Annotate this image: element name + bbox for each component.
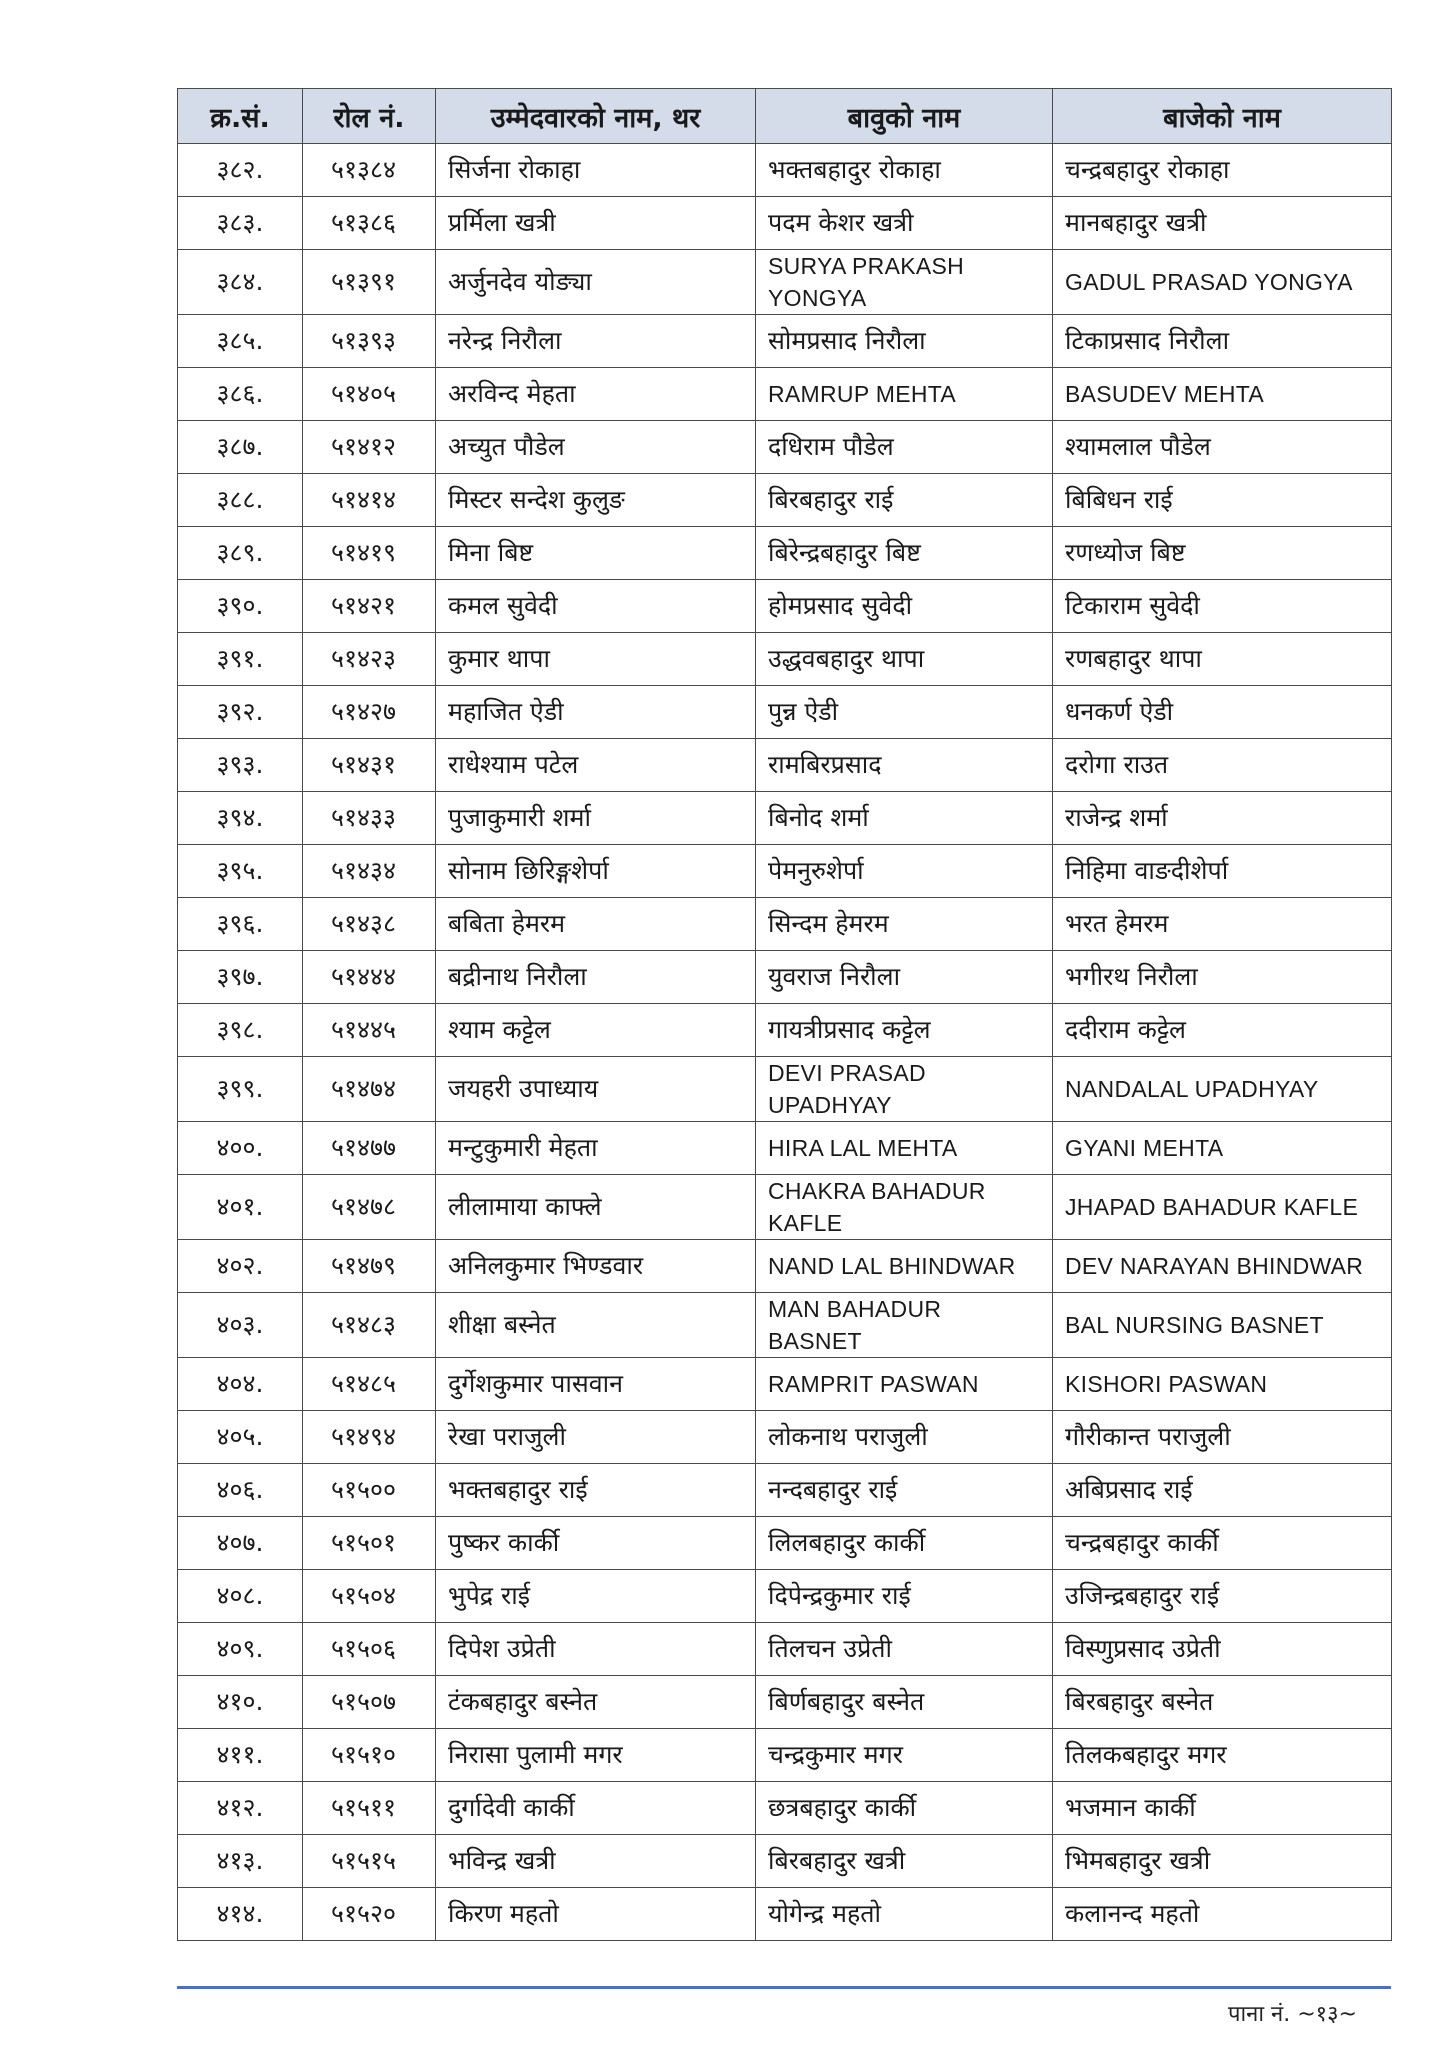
table-row [178,1570,1392,1623]
father-name-cell: लिलबहादुर कार्की [756,1517,1053,1570]
grandfather-name-cell: कलानन्द महतो [1053,1888,1392,1941]
father-name-cell: योगेन्द्र महतो [756,1888,1053,1941]
father-name-cell: बिरेन्द्रबहादुर बिष्ट [756,527,1053,580]
roll-cell: ५१५१५ [303,1835,436,1888]
grandfather-name-cell: रणध्योज बिष्ट [1053,527,1392,580]
table-row [178,197,1392,250]
grandfather-name-cell: भरत हेमरम [1053,898,1392,951]
grandfather-name-cell: KISHORI PASWAN [1053,1358,1392,1411]
serial-cell: ३९५. [178,845,303,898]
footer-divider [177,1986,1391,1989]
serial-cell: ३९१. [178,633,303,686]
candidate-name-cell: कमल सुवेदी [436,580,756,633]
grandfather-name-cell: बिबिधन राई [1053,474,1392,527]
candidate-name-cell: पुजाकुमारी शर्मा [436,792,756,845]
table-row [178,739,1392,792]
serial-cell: ४०२. [178,1240,303,1293]
roll-cell: ५१४३८ [303,898,436,951]
candidate-name-cell: लीलामाया काफ्ले [436,1175,756,1240]
candidate-name-cell: सोनाम छिरिङ्गशेर्पा [436,845,756,898]
serial-cell: ३९७. [178,951,303,1004]
grandfather-name-cell: तिलकबहादुर मगर [1053,1729,1392,1782]
col-header-grandfather: बाजेको नाम [1053,89,1392,144]
roll-cell: ५१५०० [303,1464,436,1517]
father-name-cell: युवराज निरौला [756,951,1053,1004]
father-name-cell: दधिराम पौडेल [756,421,1053,474]
father-name-cell: तिलचन उप्रेती [756,1623,1053,1676]
grandfather-name-cell: भजमान कार्की [1053,1782,1392,1835]
candidate-name-cell: अरविन्द मेहता [436,368,756,421]
table-body [178,144,1392,1941]
table-row [178,1175,1392,1240]
table-row [178,1358,1392,1411]
father-name-cell: बिरबहादुर खत्री [756,1835,1053,1888]
roll-cell: ५१४७९ [303,1240,436,1293]
grandfather-name-cell: गौरीकान्त पराजुली [1053,1411,1392,1464]
candidate-name-cell: अच्युत पौडेल [436,421,756,474]
serial-cell: ३९०. [178,580,303,633]
roll-cell: ५१४३३ [303,792,436,845]
roll-cell: ५१३८४ [303,144,436,197]
roll-cell: ५१५०७ [303,1676,436,1729]
candidate-name-cell: बबिता हेमरम [436,898,756,951]
table-row [178,633,1392,686]
candidate-name-cell: मिना बिष्ट [436,527,756,580]
roll-cell: ५१४३१ [303,739,436,792]
candidate-name-cell: नरेन्द्र निरौला [436,315,756,368]
serial-cell: ४०१. [178,1175,303,1240]
grandfather-name-cell: विस्णुप्रसाद उप्रेती [1053,1623,1392,1676]
father-name-cell: HIRA LAL MEHTA [756,1122,1053,1175]
grandfather-name-cell: धनकर्ण ऐडी [1053,686,1392,739]
roll-cell: ५१४२१ [303,580,436,633]
candidate-name-cell: मिस्टर सन्देश कुलुङ [436,474,756,527]
serial-cell: ३८३. [178,197,303,250]
father-name-cell: RAMPRIT PASWAN [756,1358,1053,1411]
table-row [178,1004,1392,1057]
serial-cell: ३८७. [178,421,303,474]
candidate-name-cell: दिपेश उप्रेती [436,1623,756,1676]
roll-cell: ५१३९३ [303,315,436,368]
roll-cell: ५१५१० [303,1729,436,1782]
father-name-cell: पदम केशर खत्री [756,197,1053,250]
father-name-cell: RAMRUP MEHTA [756,368,1053,421]
grandfather-name-cell: JHAPAD BAHADUR KAFLE [1053,1175,1392,1240]
serial-cell: ३८५. [178,315,303,368]
table-row [178,1517,1392,1570]
serial-cell: ३८४. [178,250,303,315]
serial-cell: ३९३. [178,739,303,792]
table-row [178,1122,1392,1175]
serial-cell: ३८८. [178,474,303,527]
serial-cell: ३८२. [178,144,303,197]
candidate-name-cell: भक्तबहादुर राई [436,1464,756,1517]
roll-cell: ५१४०५ [303,368,436,421]
table-row [178,250,1392,315]
candidate-name-cell: पुष्कर कार्की [436,1517,756,1570]
candidate-name-cell: दुर्गादेवी कार्की [436,1782,756,1835]
roll-cell: ५१४७७ [303,1122,436,1175]
table-row [178,1411,1392,1464]
candidate-name-cell: सिर्जना रोकाहा [436,144,756,197]
father-name-cell: बिर्णबहादुर बस्नेत [756,1676,1053,1729]
grandfather-name-cell: उजिन्द्रबहादुर राई [1053,1570,1392,1623]
serial-cell: ३८९. [178,527,303,580]
table-row [178,1676,1392,1729]
grandfather-name-cell: चन्द्रबहादुर कार्की [1053,1517,1392,1570]
roll-cell: ५१४१४ [303,474,436,527]
table-row [178,1240,1392,1293]
grandfather-name-cell: DEV NARAYAN BHINDWAR [1053,1240,1392,1293]
table-row [178,1888,1392,1941]
serial-cell: ३९२. [178,686,303,739]
roll-cell: ५१४७८ [303,1175,436,1240]
father-name-cell: नन्दबहादुर राई [756,1464,1053,1517]
candidate-name-cell: राधेश्याम पटेल [436,739,756,792]
roll-cell: ५१४३४ [303,845,436,898]
grandfather-name-cell: भिमबहादुर खत्री [1053,1835,1392,1888]
col-header-serial: क्र.सं. [178,89,303,144]
serial-cell: ३९४. [178,792,303,845]
candidate-name-cell: कुमार थापा [436,633,756,686]
roll-cell: ५१४९४ [303,1411,436,1464]
roll-cell: ५१४१२ [303,421,436,474]
serial-cell: ४०७. [178,1517,303,1570]
grandfather-name-cell: दरोगा राउत [1053,739,1392,792]
table-row [178,686,1392,739]
col-header-roll: रोल नं. [303,89,436,144]
serial-cell: ३९८. [178,1004,303,1057]
candidate-name-cell: दुर्गेशकुमार पासवान [436,1358,756,1411]
candidate-name-cell: भविन्द्र खत्री [436,1835,756,1888]
table-row [178,1293,1392,1358]
roll-cell: ५१५२० [303,1888,436,1941]
roll-cell: ५१४१९ [303,527,436,580]
table-row [178,580,1392,633]
father-name-cell: सोमप्रसाद निरौला [756,315,1053,368]
father-name-cell: रामबिरप्रसाद [756,739,1053,792]
candidate-name-cell: रेखा पराजुली [436,1411,756,1464]
table-row [178,898,1392,951]
table-row [178,144,1392,197]
serial-cell: ४११. [178,1729,303,1782]
table-row [178,527,1392,580]
serial-cell: ४०५. [178,1411,303,1464]
serial-cell: ४०३. [178,1293,303,1358]
father-name-cell: बिरबहादुर राई [756,474,1053,527]
grandfather-name-cell: BAL NURSING BASNET [1053,1293,1392,1358]
grandfather-name-cell: BASUDEV MEHTA [1053,368,1392,421]
grandfather-name-cell: बिरबहादुर बस्नेत [1053,1676,1392,1729]
father-name-cell: चन्द्रकुमार मगर [756,1729,1053,1782]
father-name-cell: DEVI PRASAD UPADHYAY [756,1057,1053,1122]
table-row [178,368,1392,421]
table-header-row [178,89,1392,144]
serial-cell: ४०४. [178,1358,303,1411]
grandfather-name-cell: ददीराम कट्टेल [1053,1004,1392,1057]
serial-cell: ३९९. [178,1057,303,1122]
table-row [178,1835,1392,1888]
father-name-cell: NAND LAL BHINDWAR [756,1240,1053,1293]
grandfather-name-cell: मानबहादुर खत्री [1053,197,1392,250]
table-row [178,792,1392,845]
grandfather-name-cell: GYANI MEHTA [1053,1122,1392,1175]
roll-cell: ५१४८५ [303,1358,436,1411]
father-name-cell: छत्रबहादुर कार्की [756,1782,1053,1835]
grandfather-name-cell: चन्द्रबहादुर रोकाहा [1053,144,1392,197]
grandfather-name-cell: टिकाराम सुवेदी [1053,580,1392,633]
father-name-cell: MAN BAHADUR BASNET [756,1293,1053,1358]
table-row [178,474,1392,527]
father-name-cell: लोकनाथ पराजुली [756,1411,1053,1464]
roll-cell: ५१४२३ [303,633,436,686]
candidate-name-cell: निरासा पुलामी मगर [436,1729,756,1782]
father-name-cell: CHAKRA BAHADUR KAFLE [756,1175,1053,1240]
father-name-cell: पुन्न ऐडी [756,686,1053,739]
roll-cell: ५१४२७ [303,686,436,739]
table-row [178,845,1392,898]
father-name-cell: पेमनुरुशेर्पा [756,845,1053,898]
table-row [178,1729,1392,1782]
candidate-name-cell: बद्रीनाथ निरौला [436,951,756,1004]
table-row [178,421,1392,474]
roll-cell: ५१५०६ [303,1623,436,1676]
serial-cell: ४१३. [178,1835,303,1888]
grandfather-name-cell: रणबहादुर थापा [1053,633,1392,686]
col-header-candidate: उम्मेदवारको नाम, थर [436,89,756,144]
roll-cell: ५१५०१ [303,1517,436,1570]
serial-cell: ४१४. [178,1888,303,1941]
serial-cell: ३८६. [178,368,303,421]
table-row [178,1623,1392,1676]
grandfather-name-cell: अबिप्रसाद राई [1053,1464,1392,1517]
father-name-cell: उद्धवबहादुर थापा [756,633,1053,686]
candidate-name-cell: श्याम कट्टेल [436,1004,756,1057]
serial-cell: ४०८. [178,1570,303,1623]
candidate-name-cell: किरण महतो [436,1888,756,1941]
candidate-name-cell: जयहरी उपाध्याय [436,1057,756,1122]
table-row [178,315,1392,368]
candidate-name-cell: अनिलकुमार भिण्डवार [436,1240,756,1293]
father-name-cell: होमप्रसाद सुवेदी [756,580,1053,633]
father-name-cell: गायत्रीप्रसाद कट्टेल [756,1004,1053,1057]
roll-cell: ५१४४४ [303,951,436,1004]
serial-cell: ४१०. [178,1676,303,1729]
serial-cell: ४१२. [178,1782,303,1835]
serial-cell: ४००. [178,1122,303,1175]
table-row [178,951,1392,1004]
grandfather-name-cell: टिकाप्रसाद निरौला [1053,315,1392,368]
grandfather-name-cell: GADUL PRASAD YONGYA [1053,250,1392,315]
father-name-cell: SURYA PRAKASH YONGYA [756,250,1053,315]
serial-cell: ४०९. [178,1623,303,1676]
father-name-cell: बिनोद शर्मा [756,792,1053,845]
grandfather-name-cell: राजेन्द्र शर्मा [1053,792,1392,845]
candidate-name-cell: अर्जुनदेव योङ्या [436,250,756,315]
grandfather-name-cell: भगीरथ निरौला [1053,951,1392,1004]
father-name-cell: भक्तबहादुर रोकाहा [756,144,1053,197]
grandfather-name-cell: NANDALAL UPADHYAY [1053,1057,1392,1122]
grandfather-name-cell: निहिमा वाङदीशेर्पा [1053,845,1392,898]
table-row [178,1782,1392,1835]
candidate-name-cell: प्रर्मिला खत्री [436,197,756,250]
table-row [178,1464,1392,1517]
col-header-father: बावुको नाम [756,89,1053,144]
page-number: पाना नं. ~१३~ [1227,2002,1357,2027]
roll-cell: ५१३९१ [303,250,436,315]
candidate-name-cell: शीक्षा बस्नेत [436,1293,756,1358]
candidate-name-cell: टंकबहादुर बस्नेत [436,1676,756,1729]
roll-cell: ५१४८३ [303,1293,436,1358]
roll-cell: ५१५११ [303,1782,436,1835]
roll-cell: ५१४४५ [303,1004,436,1057]
father-name-cell: सिन्दम हेमरम [756,898,1053,951]
serial-cell: ४०६. [178,1464,303,1517]
table-row [178,1057,1392,1122]
candidate-name-cell: मन्टुकुमारी मेहता [436,1122,756,1175]
roll-cell: ५१५०४ [303,1570,436,1623]
roll-cell: ५१४७४ [303,1057,436,1122]
father-name-cell: दिपेन्द्रकुमार राई [756,1570,1053,1623]
candidate-name-cell: महाजित ऐडी [436,686,756,739]
grandfather-name-cell: श्यामलाल पौडेल [1053,421,1392,474]
results-table [177,88,1392,1941]
roll-cell: ५१३८६ [303,197,436,250]
serial-cell: ३९६. [178,898,303,951]
candidate-name-cell: भुपेद्र राई [436,1570,756,1623]
